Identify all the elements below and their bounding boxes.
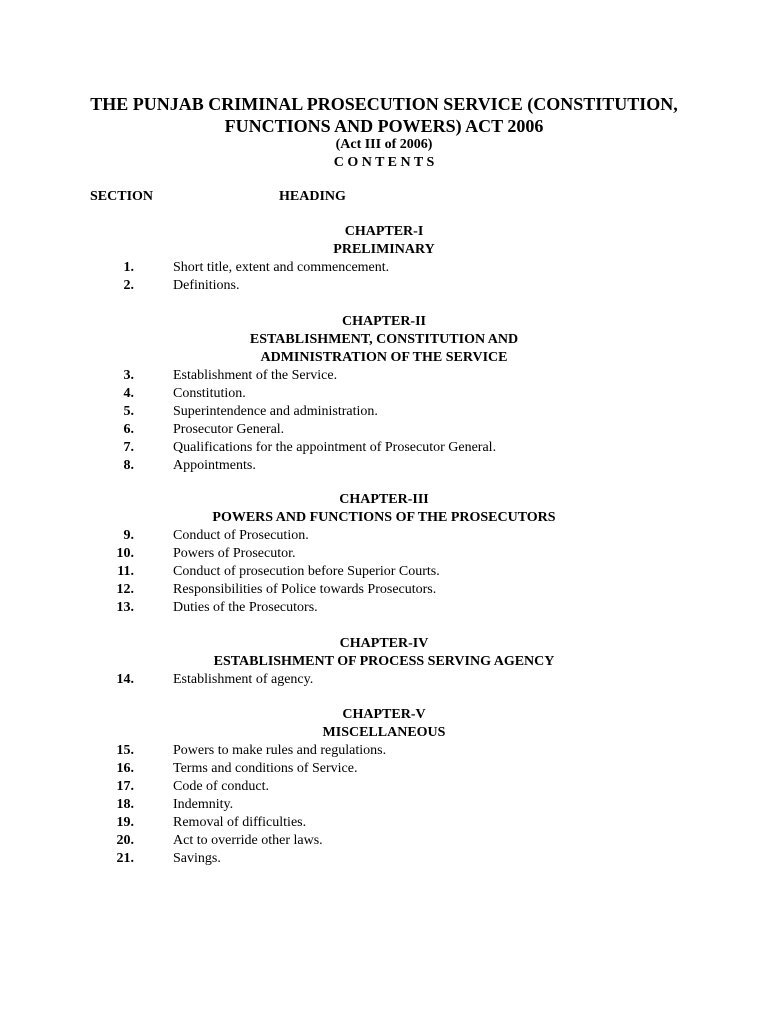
toc-entry bbox=[0, 439, 768, 457]
toc-entry bbox=[0, 527, 768, 545]
section-heading: Conduct of Prosecution. bbox=[173, 528, 309, 543]
section-heading: Responsibilities of Police towards Prosecutors. bbox=[173, 582, 437, 597]
section-number: 8. bbox=[123, 458, 134, 473]
toc-entry bbox=[0, 367, 768, 385]
chapter-label: CHAPTER-IV bbox=[339, 636, 429, 651]
chapter-title: ESTABLISHMENT OF PROCESS SERVING AGENCY bbox=[213, 654, 555, 669]
section-number: 7. bbox=[123, 440, 134, 455]
chapter-title: PRELIMINARY bbox=[333, 242, 435, 257]
chapter-label: CHAPTER-II bbox=[341, 314, 426, 329]
section-number: 9. bbox=[123, 528, 134, 543]
document-title-line-1: THE PUNJAB CRIMINAL PROSECUTION SERVICE (CONSTITUTION, bbox=[90, 94, 678, 114]
section-number: 12. bbox=[116, 582, 134, 597]
section-heading: Powers of Prosecutor. bbox=[173, 546, 296, 561]
section-heading: Indemnity. bbox=[173, 797, 234, 812]
toc-entry bbox=[0, 760, 768, 778]
toc-entry bbox=[0, 778, 768, 796]
toc-entry bbox=[0, 796, 768, 814]
toc-entry bbox=[0, 671, 768, 689]
section-heading: Short title, extent and commencement. bbox=[173, 260, 390, 275]
document-title-line-2: FUNCTIONS AND POWERS) ACT 2006 bbox=[224, 116, 544, 136]
toc-entry bbox=[0, 814, 768, 832]
toc-entry bbox=[0, 259, 768, 277]
toc-entry bbox=[0, 581, 768, 599]
contents-label: C O N T E N T S bbox=[333, 155, 435, 170]
chapter-label: CHAPTER-I bbox=[344, 224, 424, 239]
section-number: 17. bbox=[116, 779, 134, 794]
section-number: 20. bbox=[116, 833, 134, 848]
section-number: 16. bbox=[116, 761, 134, 776]
chapter-label: CHAPTER-V bbox=[342, 707, 426, 722]
section-heading: Act to override other laws. bbox=[173, 833, 323, 848]
section-heading: Savings. bbox=[173, 851, 221, 866]
chapter-title: POWERS AND FUNCTIONS OF THE PROSECUTORS bbox=[212, 510, 556, 525]
toc-entry bbox=[0, 599, 768, 617]
section-number: 18. bbox=[116, 797, 134, 812]
section-number: 19. bbox=[116, 815, 134, 830]
section-heading: Qualifications for the appointment of Prosecutor General. bbox=[173, 440, 497, 455]
chapter-title: ADMINISTRATION OF THE SERVICE bbox=[260, 350, 508, 365]
toc-entry bbox=[0, 563, 768, 581]
section-number: 4. bbox=[123, 386, 134, 401]
section-number: 5. bbox=[123, 404, 134, 419]
toc-entry bbox=[0, 457, 768, 475]
chapter-title: MISCELLANEOUS bbox=[322, 725, 446, 740]
toc-entry bbox=[0, 385, 768, 403]
section-heading: Establishment of the Service. bbox=[173, 368, 338, 383]
toc-entry bbox=[0, 421, 768, 439]
section-number: 15. bbox=[116, 743, 134, 758]
toc-entry bbox=[0, 742, 768, 760]
section-number: 21. bbox=[116, 851, 134, 866]
section-column-header: SECTION bbox=[90, 189, 154, 204]
chapter-title: ESTABLISHMENT, CONSTITUTION AND bbox=[249, 332, 519, 347]
heading-column-header: HEADING bbox=[279, 189, 346, 204]
section-heading: Powers to make rules and regulations. bbox=[173, 743, 387, 758]
section-heading: Conduct of prosecution before Superior Courts. bbox=[173, 564, 440, 579]
section-heading: Superintendence and administration. bbox=[173, 404, 378, 419]
section-number: 3. bbox=[123, 368, 134, 383]
toc-entry bbox=[0, 832, 768, 850]
section-heading: Appointments. bbox=[173, 458, 256, 473]
section-number: 10. bbox=[116, 546, 134, 561]
toc-entry bbox=[0, 850, 768, 868]
section-number: 13. bbox=[116, 600, 134, 615]
act-number: (Act III of 2006) bbox=[335, 137, 433, 152]
section-number: 11. bbox=[117, 564, 134, 579]
toc-entry bbox=[0, 403, 768, 421]
section-heading: Removal of difficulties. bbox=[173, 815, 307, 830]
section-heading: Code of conduct. bbox=[173, 779, 270, 794]
section-number: 2. bbox=[123, 278, 134, 293]
section-heading: Terms and conditions of Service. bbox=[173, 761, 358, 776]
toc-entry bbox=[0, 277, 768, 295]
chapter-label: CHAPTER-III bbox=[339, 492, 429, 507]
section-heading: Prosecutor General. bbox=[173, 422, 285, 437]
section-heading: Duties of the Prosecutors. bbox=[173, 600, 318, 615]
section-number: 14. bbox=[116, 672, 134, 687]
section-heading: Definitions. bbox=[173, 278, 240, 293]
section-heading: Constitution. bbox=[173, 386, 246, 401]
section-number: 6. bbox=[123, 422, 134, 437]
section-heading: Establishment of agency. bbox=[173, 672, 314, 687]
section-number: 1. bbox=[123, 260, 134, 275]
toc-entry bbox=[0, 545, 768, 563]
